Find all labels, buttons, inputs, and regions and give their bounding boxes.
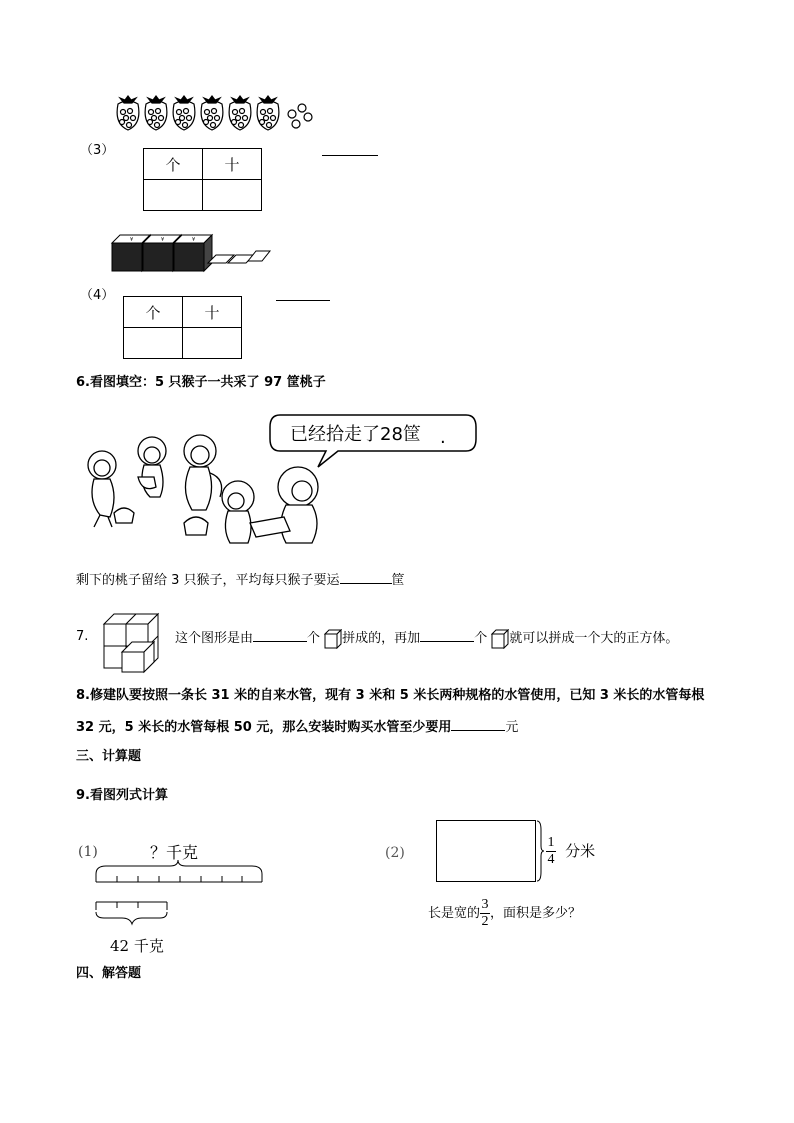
cube-figure (102, 612, 162, 674)
q7-blank-1[interactable] (253, 627, 307, 642)
banknotes-illustration (110, 233, 280, 273)
q9-p2-q-before: 长是宽的 (428, 906, 481, 921)
q7-part3: 拼成的，再加 (342, 631, 421, 646)
q9-p1-label: (1) (78, 844, 98, 860)
place-value-table-3 (143, 148, 262, 211)
q7-part5: 就可以拼成一个大的正方体。 (509, 631, 679, 646)
q6-title: 6.看图填空：5 只猴子一共采了 97 筐桃子 (76, 375, 326, 390)
q6-text-before: 剩下的桃子留给 3 只猴子，平均每只猴子要运 (76, 573, 340, 588)
q7-number: 7. (76, 629, 89, 644)
q6-question (76, 569, 405, 591)
width-brace (536, 820, 544, 882)
q9-p2-question (428, 898, 581, 929)
money-bags-illustration (112, 84, 322, 134)
ratio-fraction: $\frac{3}{2}$ (481, 897, 489, 929)
q8-line2-before: 32 元，5 米长的水管每根 50 元，那么安装时购买水管至少要用 (76, 720, 452, 735)
place-value-table-4 (123, 296, 242, 359)
q9-p1-bottom-label: 42 千克 (110, 937, 164, 955)
small-cube-icon (324, 629, 342, 649)
q9-p1-top-label: ？千克 (150, 843, 199, 862)
q6-answer-blank[interactable] (340, 569, 392, 584)
width-unit: 分米 (565, 842, 596, 860)
q9-p2-label: (2) (385, 845, 405, 861)
ones-cell[interactable] (124, 328, 183, 359)
q7-part4: 个 (474, 631, 488, 646)
rectangle-figure (436, 820, 536, 882)
q7-text (175, 627, 678, 649)
q5-3-label: （3） (80, 143, 115, 158)
svg-text:.: . (440, 427, 446, 448)
q7-blank-2[interactable] (420, 627, 474, 642)
q9-p2-q-after: ，面积是多少？ (490, 906, 582, 921)
q8-line2 (76, 716, 518, 738)
monkeys-illustration (80, 405, 480, 550)
section-3-heading: 三、计算题 (76, 749, 142, 764)
q5-4-label: （4） (80, 288, 115, 303)
width-fraction: $\frac{1}{4}$ (547, 835, 555, 867)
answer-blank-3[interactable] (322, 155, 378, 156)
speech-bubble-text: 已经拾走了28筐 (290, 424, 421, 445)
section-4-heading: 四、解答题 (76, 966, 142, 981)
ones-header: 个 (144, 149, 203, 180)
q7-part1: 这个图形是由 (175, 631, 254, 646)
q8-line1 (76, 686, 704, 706)
q6-text-after: 筐 (391, 573, 405, 588)
q8-answer-blank[interactable] (451, 716, 505, 731)
tens-cell[interactable] (203, 180, 262, 211)
tens-header: 十 (183, 297, 242, 328)
small-cube-icon (491, 629, 509, 649)
svg-text:¥: ¥ (130, 237, 134, 243)
q8-line1-text: 8.修建队要按照一条长 31 米的自来水管，现有 3 米和 5 米长两种规格的水管使用，已知 3 米长的水管每根 (76, 688, 705, 703)
tens-cell[interactable] (183, 328, 242, 359)
tens-header: 十 (203, 149, 262, 180)
q8-line2-after: 元 (505, 720, 519, 735)
q9-title: 9.看图列式计算 (76, 788, 168, 803)
width-label (546, 836, 595, 867)
ones-cell[interactable] (144, 180, 203, 211)
q7-part2: 个 (307, 631, 321, 646)
answer-blank-4[interactable] (276, 300, 330, 301)
ones-header: 个 (124, 297, 183, 328)
